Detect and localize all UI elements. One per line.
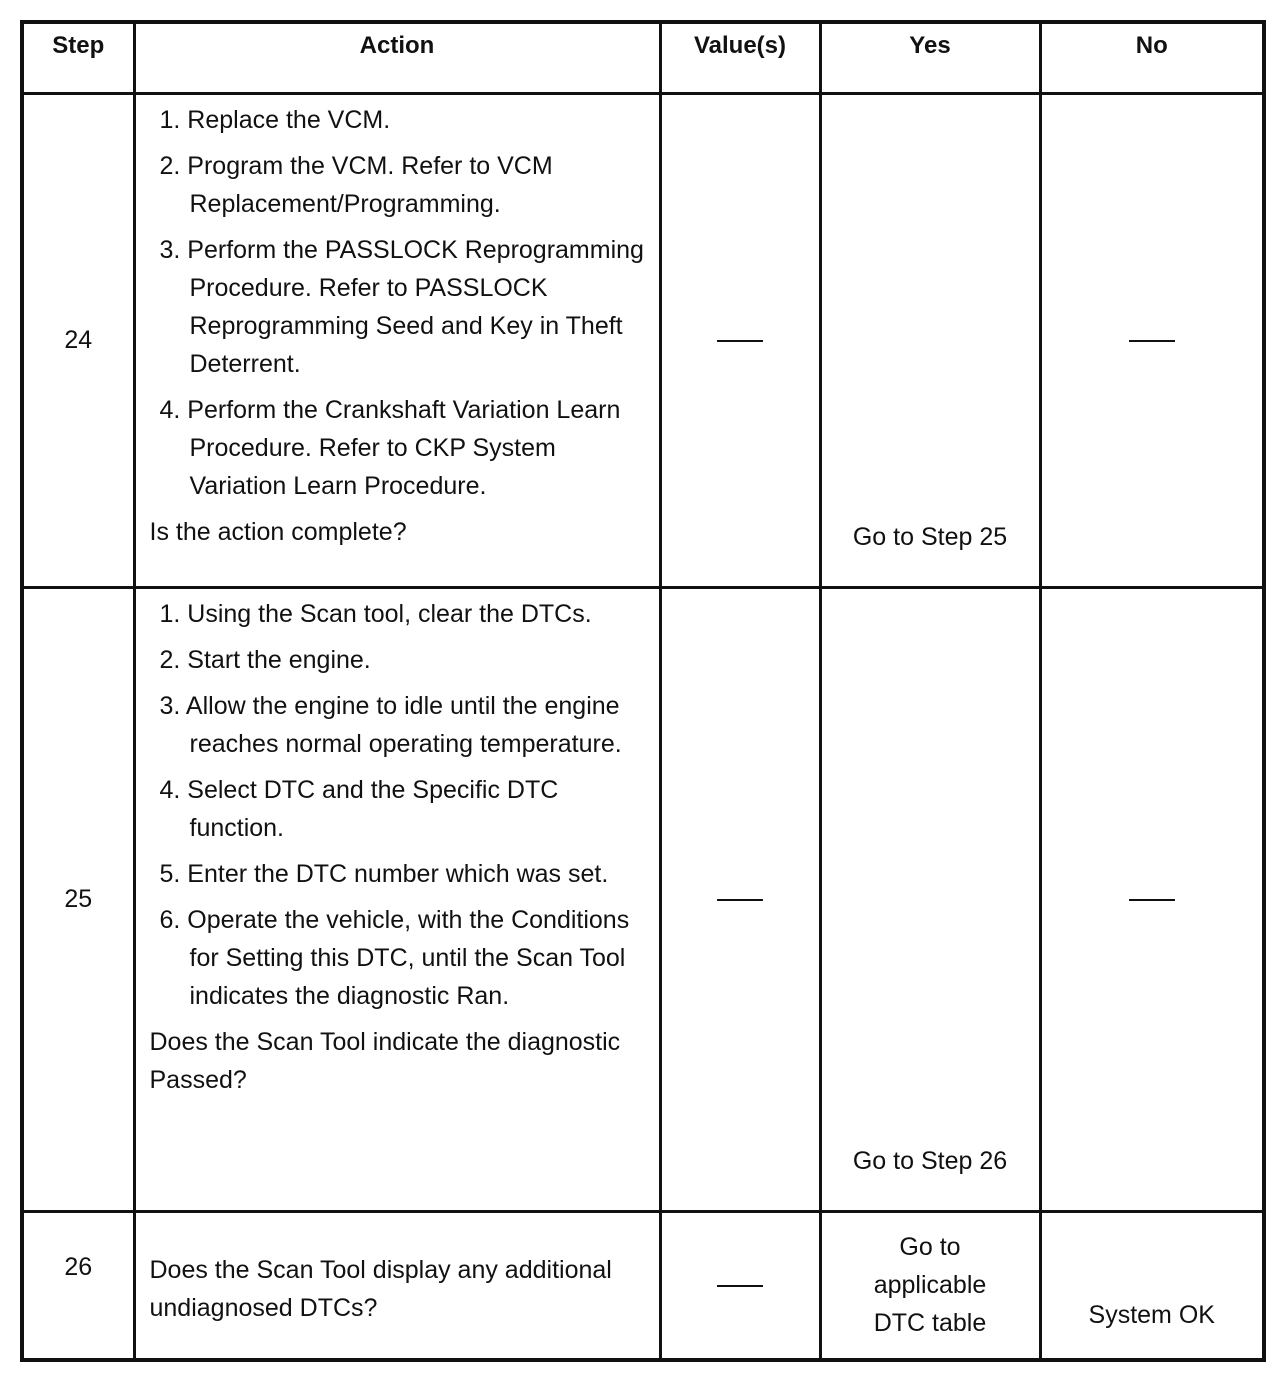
step-number: 26 <box>22 1212 134 1360</box>
action-item: 3. Allow the engine to idle until the engine reaches normal operating temperature. <box>159 692 622 758</box>
em-dash <box>717 340 763 342</box>
yes-cell: Go to applicable DTC table <box>820 1212 1040 1360</box>
action-item: 4. Perform the Crankshaft Variation Learn Procedure. Refer to CKP System Variation Learn Procedure. <box>159 396 621 500</box>
table-row-step-25 <box>22 588 1264 1212</box>
value-cell <box>660 1212 820 1360</box>
em-dash <box>717 899 763 901</box>
action-item: 3. Perform the PASSLOCK Reprogramming Procedure. Refer to PASSLOCK Reprogramming Seed and Key in Theft Deterrent. <box>159 236 644 378</box>
action-cell <box>134 588 660 1212</box>
no-cell <box>1040 94 1264 588</box>
step-number: 24 <box>22 94 134 588</box>
header-row <box>22 22 1264 94</box>
action-question: Does the Scan Tool indicate the diagnostic Passed? <box>149 1028 621 1094</box>
action-item: 4. Select DTC and the Specific DTC function. <box>159 776 559 842</box>
header-no: No <box>1040 22 1264 94</box>
em-dash <box>717 1285 763 1287</box>
step-number: 25 <box>22 588 134 1212</box>
header-yes: Yes <box>820 22 1040 94</box>
diagnostic-table-page <box>20 20 1262 1362</box>
action-question: Is the action complete? <box>149 518 407 546</box>
action-item: 2. Program the VCM. Refer to VCM Replacement/Programming. <box>159 152 553 218</box>
no-cell <box>1040 588 1264 1212</box>
header-step: Step <box>22 22 134 94</box>
action-list <box>150 595 645 1015</box>
action-question: Does the Scan Tool display any additional undiagnosed DTCs? <box>149 1256 612 1323</box>
action-item: 5. Enter the DTC number which was set. <box>159 860 609 888</box>
action-item: 1. Using the Scan tool, clear the DTCs. <box>159 600 592 628</box>
action-item: 2. Start the engine. <box>159 646 371 674</box>
header-values: Value(s) <box>660 22 820 94</box>
em-dash <box>1129 899 1175 901</box>
no-cell: System OK <box>1040 1212 1264 1360</box>
action-list <box>150 101 645 505</box>
action-cell <box>134 94 660 588</box>
yes-cell: Go to Step 25 <box>820 94 1040 588</box>
value-cell <box>660 588 820 1212</box>
table-row-step-26 <box>22 1212 1264 1360</box>
action-item: 6. Operate the vehicle, with the Conditions for Setting this DTC, until the Scan Tool indicates the diagnostic Ran. <box>159 906 630 1010</box>
diagnostic-table <box>20 20 1266 1362</box>
action-cell <box>134 1212 660 1360</box>
table-row-step-24 <box>22 94 1264 588</box>
yes-cell: Go to Step 26 <box>820 588 1040 1212</box>
action-item: 1. Replace the VCM. <box>159 106 391 134</box>
header-action: Action <box>134 22 660 94</box>
em-dash <box>1129 340 1175 342</box>
value-cell <box>660 94 820 588</box>
